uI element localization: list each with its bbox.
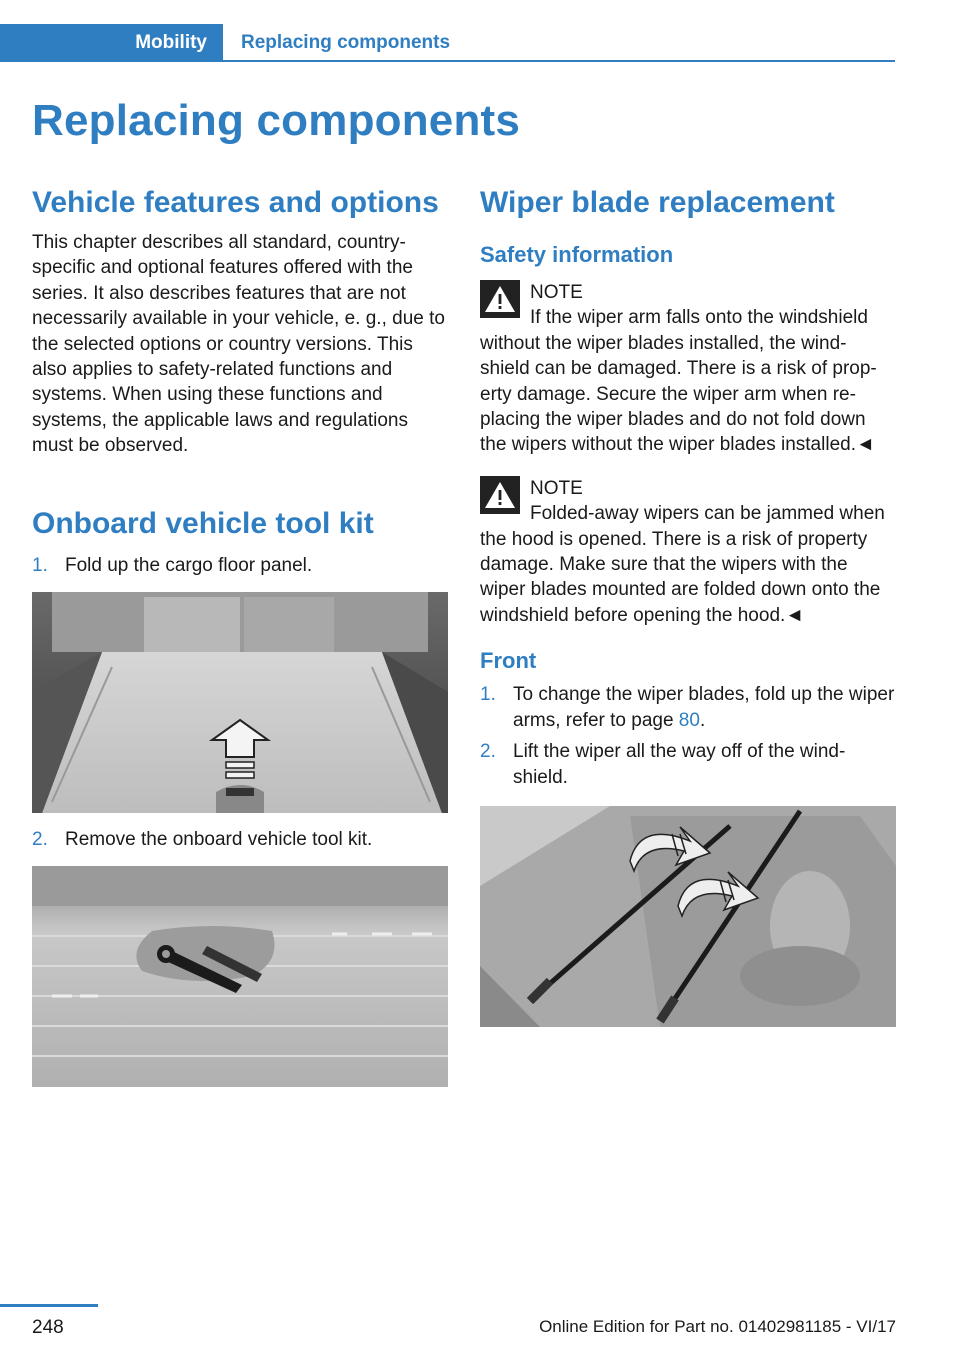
page-number: 248: [32, 1317, 64, 1338]
section-tab: [0, 24, 223, 62]
wiper-heading: Wiper blade replacement: [480, 186, 835, 219]
step-text: Fold up the cargo floor panel.: [65, 554, 313, 576]
section-tab-label: Mobility: [135, 32, 207, 53]
note-text: If the wiper arm falls onto the windshield without the wiper blades installed, the wind-shield can be damaged. There is a risk of prop-erty damage. Secure the wiper arm when re-placing the wiper blades and do not fold down the wipers without the wiper blades installed.◄: [480, 307, 877, 456]
footer-rule: [0, 1304, 98, 1307]
step-number: 1.: [32, 554, 48, 576]
front-step-2: [480, 739, 896, 790]
front-heading: Front: [480, 648, 537, 674]
note-text: Folded-away wipers can be jammed when the hood is opened. There is a risk of property damage. Make sure that the wipers with the wiper blades mounted are folded down onto the windshield before opening the hood.◄: [480, 503, 885, 626]
step-text-part: To change the wiper blades, fold up the wiper arms, refer to page: [513, 684, 895, 731]
step-text: [513, 682, 896, 733]
front-step-1: [480, 682, 896, 733]
note-label: NOTE: [530, 282, 583, 303]
toolkit-step-1: [32, 553, 448, 578]
cargo-floor-photo: [32, 592, 448, 813]
step-text: Remove the onboard vehicle tool kit.: [65, 829, 373, 851]
chapter-tab: Replacing components: [241, 32, 451, 53]
step-number: 1.: [480, 684, 496, 706]
step-text: Lift the wiper all the way off of the wind-shield.: [513, 741, 846, 788]
warning-icon: [480, 476, 520, 514]
right-column: [480, 186, 896, 1027]
step-number: 2.: [480, 741, 496, 763]
note-1: [480, 280, 896, 458]
header-rule: [0, 60, 895, 62]
toolkit-step-2: [32, 827, 448, 852]
warning-icon: [480, 280, 520, 318]
vehicle-features-text: This chapter describes all standard, country-specific and optional features offered with the series. It also describes features that are not necessarily available in your vehicle, e. g., due to the selected options or country versions. This also applies to safety-related functions and systems. When using these functions and systems, the applicable laws and regulations must be observed.: [32, 232, 445, 457]
page-title: Replacing components: [32, 96, 521, 145]
wiper-photo: [480, 806, 896, 1027]
page-link[interactable]: 80: [678, 709, 700, 731]
vehicle-features-heading: Vehicle features and options: [32, 186, 439, 219]
note-label: NOTE: [530, 477, 583, 499]
toolkit-heading: Onboard vehicle tool kit: [32, 506, 374, 540]
note-2: [480, 476, 896, 628]
safety-heading: Safety information: [480, 242, 674, 267]
step-number: 2.: [32, 829, 48, 851]
edition-footer: Online Edition for Part no. 01402981185 - VI/17: [539, 1317, 896, 1336]
step-text-part: .: [699, 709, 706, 731]
tool-kit-photo: [32, 866, 448, 1087]
left-column: [32, 186, 448, 1087]
